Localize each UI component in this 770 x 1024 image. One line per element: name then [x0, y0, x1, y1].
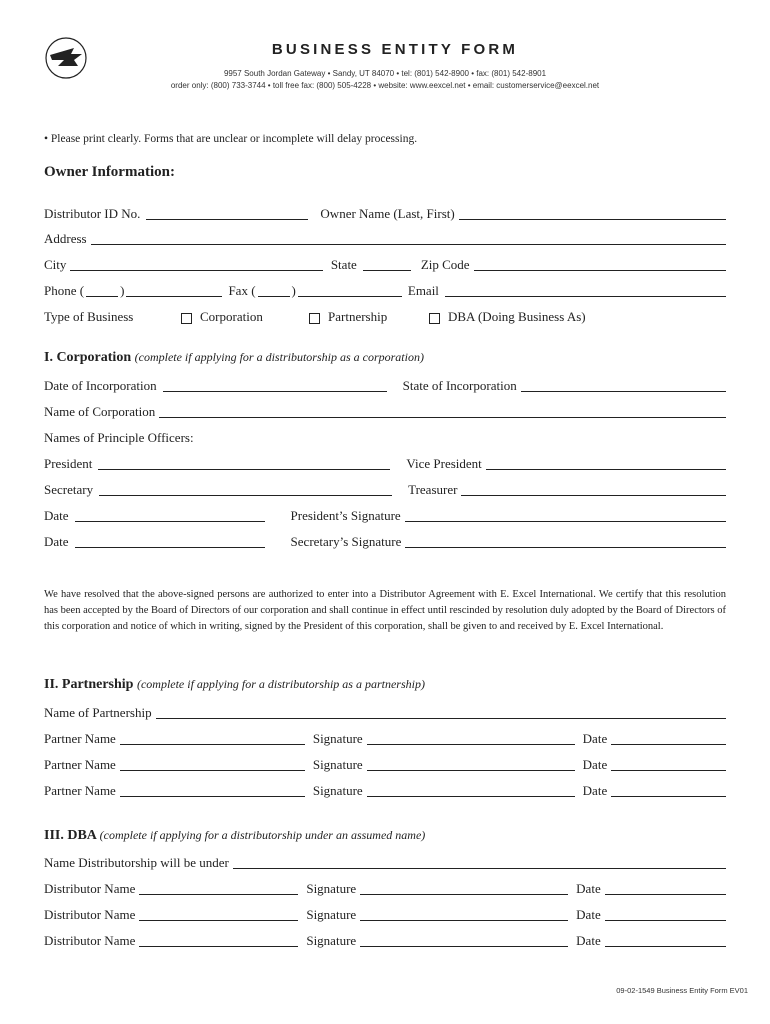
dba-date-field[interactable]: [605, 881, 726, 895]
president-field[interactable]: [98, 456, 390, 470]
treasurer-field[interactable]: [461, 482, 726, 496]
date-label: Date: [576, 881, 601, 896]
partnership-heading-text: II. Partnership: [44, 677, 134, 692]
address-field[interactable]: [91, 231, 726, 245]
partner-signature-field[interactable]: [367, 757, 575, 771]
date-label: Date: [582, 783, 608, 798]
signature-label: Signature: [312, 731, 363, 746]
form-footer-code: 09-02-1549 Business Entity Form EV01: [616, 986, 748, 995]
name-of-partnership-label: Name of Partnership: [44, 705, 152, 720]
state-field[interactable]: [363, 257, 411, 271]
dba-date-field[interactable]: [605, 907, 726, 921]
treasurer-label: Treasurer: [408, 482, 458, 497]
phone-close: ): [120, 283, 125, 298]
dba-signature-field[interactable]: [360, 907, 568, 921]
distributor-name-label: Distributor Name: [44, 933, 136, 948]
city-field[interactable]: [70, 257, 322, 271]
city-label: City: [44, 257, 67, 272]
partner-date-field[interactable]: [611, 731, 726, 745]
print-clearly-note: • Please print clearly. Forms that are unclear or incomplete will delay processing.: [44, 133, 418, 145]
partner-name-label: Partner Name: [44, 783, 116, 798]
form-title: BUSINESS ENTITY FORM: [271, 41, 519, 58]
distributor-id-label: Distributor ID No.: [44, 206, 141, 221]
secretarys-signature-field[interactable]: [405, 534, 726, 548]
partnership-option-label: Partnership: [328, 309, 388, 324]
partner-name-field[interactable]: [120, 731, 305, 745]
address-label: Address: [44, 231, 87, 246]
dba-heading: [44, 828, 425, 844]
dba-heading-text: III. DBA: [44, 828, 97, 843]
date-of-incorporation-label: Date of Incorporation: [44, 378, 157, 393]
corporation-heading: [44, 350, 424, 366]
date-label: Date: [44, 508, 69, 523]
president-label: President: [44, 456, 93, 471]
name-of-corporation-label: Name of Corporation: [44, 404, 156, 419]
partnership-heading: [44, 677, 425, 693]
type-of-business-label: Type of Business: [44, 309, 134, 324]
partnership-subheading: (complete if applying for a distributorship as a partnership): [136, 677, 425, 691]
phone-label: Phone (: [44, 283, 85, 298]
fax-label: Fax (: [228, 283, 256, 298]
state-label: State: [330, 257, 357, 272]
owner-name-label: Owner Name (Last, First): [320, 206, 455, 221]
secretary-field[interactable]: [99, 482, 392, 496]
distributor-name-field[interactable]: [139, 907, 298, 921]
owner-heading: Owner Information:: [44, 164, 175, 180]
date-label: Date: [576, 933, 601, 948]
distributor-name-field[interactable]: [139, 933, 298, 947]
partner-name-field[interactable]: [120, 757, 305, 771]
presidents-signature-field[interactable]: [405, 508, 726, 522]
partner-date-field[interactable]: [611, 757, 726, 771]
name-of-partnership-field[interactable]: [156, 705, 726, 719]
date-label: Date: [582, 757, 608, 772]
fax-area-code-field[interactable]: [258, 283, 290, 297]
email-label: Email: [407, 283, 439, 298]
vice-president-field[interactable]: [486, 456, 726, 470]
dba-subheading: (complete if applying for a distributorship under an assumed name): [99, 828, 426, 842]
name-under-label: Name Distributorship will be under: [44, 855, 229, 870]
fax-field[interactable]: [298, 283, 402, 297]
presidents-signature-label: President’s Signature: [290, 508, 401, 523]
name-of-corporation-field[interactable]: [159, 404, 726, 418]
partner-name-field[interactable]: [120, 783, 305, 797]
signature-label: Signature: [306, 907, 357, 922]
address-line-1: 9957 South Jordan Gateway • Sandy, UT 84070 • tel: (801) 542-8900 • fax: (801) 542-8901: [223, 69, 547, 78]
distributor-name-label: Distributor Name: [44, 881, 136, 896]
signature-label: Signature: [306, 933, 357, 948]
partner-signature-field[interactable]: [367, 783, 575, 797]
secretary-label: Secretary: [44, 482, 94, 497]
address-line-2: order only: (800) 733-3744 • toll free fax: (800) 505-4228 • website: www.eexcel.net • email: customerservice@eexcel.net: [170, 81, 600, 90]
state-of-incorporation-field[interactable]: [521, 378, 726, 392]
resolution-paragraph: We have resolved that the above-signed persons are authorized to enter into a Distributor Agreement with E. Excel International. We certify that this resolution has been accepted by the Board of Directors of our corporation and shall continue in effect until rescinded by resolution duly adopted by the Board of Directors of this corporation and notice of which in writing, signed by the President of this corporation, shall be given to and received by E. Excel International.: [44, 589, 726, 632]
name-under-field[interactable]: [233, 855, 726, 869]
owner-name-field[interactable]: [459, 206, 726, 220]
vice-president-label: Vice President: [406, 456, 482, 471]
dba-date-field[interactable]: [605, 933, 726, 947]
secretary-date-field[interactable]: [75, 534, 265, 548]
president-date-field[interactable]: [75, 508, 265, 522]
phone-field[interactable]: [126, 283, 222, 297]
date-label: Date: [44, 534, 69, 549]
phone-area-code-field[interactable]: [86, 283, 118, 297]
dba-signature-field[interactable]: [360, 881, 568, 895]
dba-signature-field[interactable]: [360, 933, 568, 947]
distributor-name-field[interactable]: [139, 881, 298, 895]
partner-signature-field[interactable]: [367, 731, 575, 745]
corporation-option-label: Corporation: [200, 309, 263, 324]
date-label: Date: [582, 731, 608, 746]
corporation-subheading: (complete if applying for a distributorship as a corporation): [134, 350, 424, 364]
signature-label: Signature: [312, 783, 363, 798]
secretarys-signature-label: Secretary’s Signature: [290, 534, 402, 549]
fax-close: ): [291, 283, 296, 298]
signature-label: Signature: [312, 757, 363, 772]
distributor-id-field[interactable]: [146, 206, 308, 220]
date-of-incorporation-field[interactable]: [163, 378, 387, 392]
corporation-heading-text: I. Corporation: [44, 350, 132, 365]
email-field[interactable]: [445, 283, 726, 297]
zip-label: Zip Code: [420, 257, 470, 272]
dba-checkbox[interactable]: [429, 313, 440, 324]
corporation-checkbox[interactable]: [181, 313, 192, 324]
partner-date-field[interactable]: [611, 783, 726, 797]
date-label: Date: [576, 907, 601, 922]
dba-option-label: DBA (Doing Business As): [448, 309, 586, 324]
partnership-checkbox[interactable]: [309, 313, 320, 324]
zip-field[interactable]: [474, 257, 726, 271]
principal-officers-label: Names of Principle Officers:: [44, 430, 194, 445]
distributor-name-label: Distributor Name: [44, 907, 136, 922]
signature-label: Signature: [306, 881, 357, 896]
partner-name-label: Partner Name: [44, 731, 116, 746]
state-of-incorporation-label: State of Incorporation: [402, 378, 517, 393]
partner-name-label: Partner Name: [44, 757, 116, 772]
